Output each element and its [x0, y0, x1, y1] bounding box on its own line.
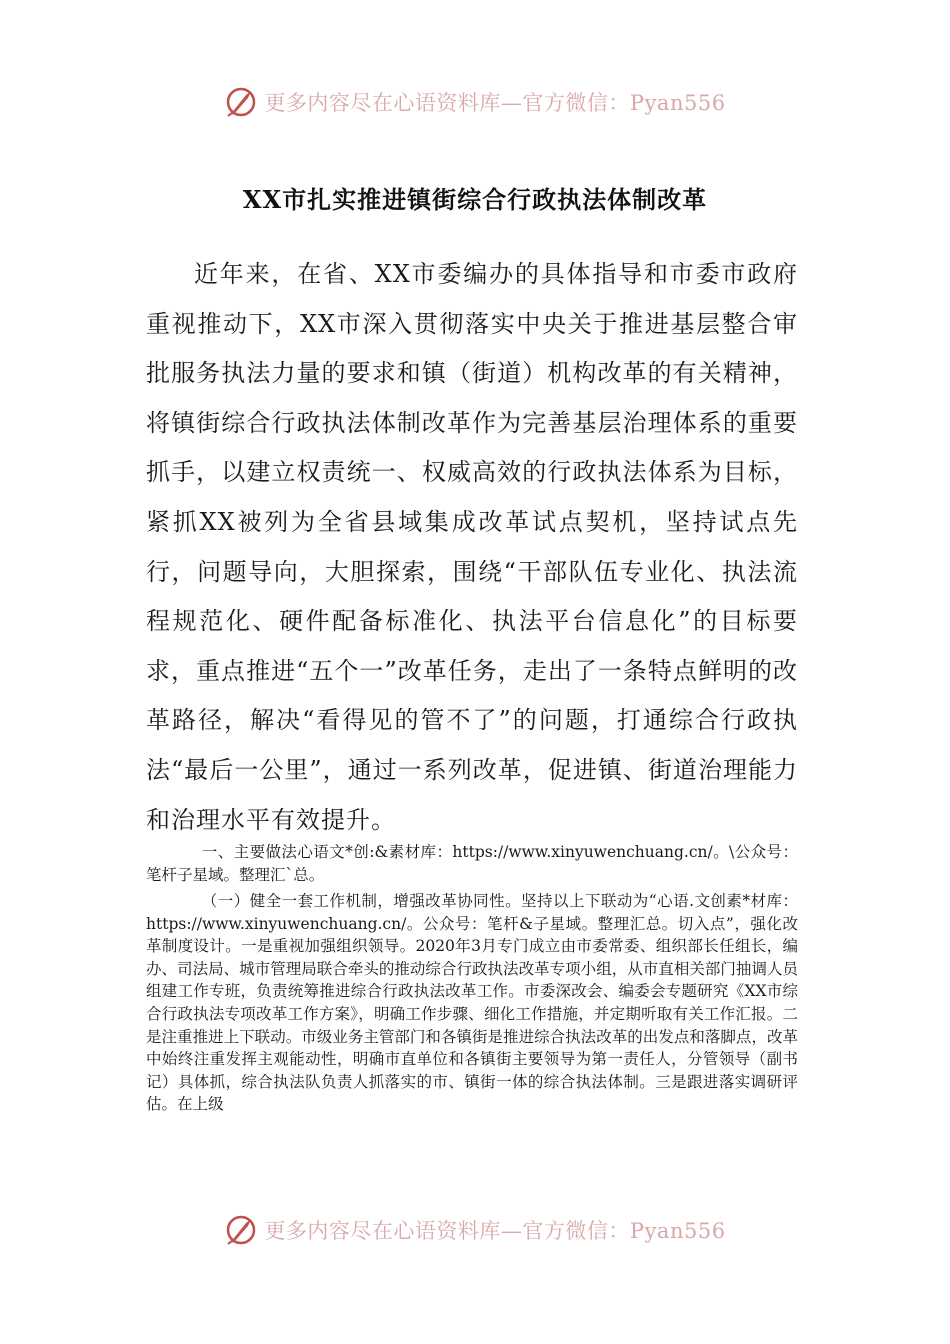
watermark-text: 更多内容尽在心语资料库—官方微信：Pyan556: [264, 1219, 726, 1243]
watermark-text: 更多内容尽在心语资料库—官方微信：Pyan556: [264, 91, 726, 115]
document-title: XX市扎实推进镇街综合行政执法体制改革: [242, 185, 708, 214]
section-paragraph: （一）健全一套工作机制，增强改革协同性。坚持以上下联动为“心语.文创素*材库：https://www.xinyuwenchuang.cn/。公众号：笔杆&子星域。整理汇总。切入点”，强化改革制度设计。一是重视加强组织领导。2020年3月专门成立由市委常委、组织部长任组长，编办、司法局、城市管理局联合牵头的推动综合行政执法改革专项小组，从市直相关部门抽调人员组建工作专班，负责统筹推进综合行政执法改革工作。市委深改会、编委会专题研究《XX市综合行政执法专项改革工作方案》，明确工作步骤、细化工作措施，并定期听取有关工作汇报。二是注重推进上下联动。市级业务主管部门和各镇街是推进综合执法改革的出发点和落脚点，改革中始终注重发挥主观能动性，明确市直单位和各镇街主要领导为第一责任人，分管领导（副书记）具体抓，综合执法队负责人抓落实的市、镇街一体的综合执法体制。三是跟进落实调研评估。在上级: [146, 892, 798, 1114]
lead-paragraph: 近年来，在省、XX市委编办的具体指导和市委市政府重视推动下，XX市深入贯彻落实中央关于推进基层整合审批服务执法力量的要求和镇（街道）机构改革的有关精神，将镇街综合行政执法体制改革作为完善基层治理体系的重要抓手，以建立权责统一、权威高效的行政执法体系为目标，紧抓XX被列为全省县域集成改革试点契机，坚持试点先行，问题导向，大胆探索，围绕“干部队伍专业化、执法流程规范化、硬件配备标准化、执法平台信息化”的目标要求，重点推进“五个一”改革任务，走出了一条特点鲜明的改革路径，解决“看得见的管不了”的问题，打通综合行政执法“最后一公里”，通过一系列改革，促进镇、街道治理能力和治理水平有效提升。: [146, 260, 798, 834]
header-watermark-banner: [0, 82, 950, 122]
quill-pen-circle-icon: [224, 1213, 258, 1247]
quill-pen-circle-icon: [224, 85, 258, 119]
section-heading: 一、主要做法心语文*创:&素材库：https://www.xinyuwenchuang.cn/。\公众号：笔杆子星域。整理汇`总。: [146, 843, 798, 884]
footer-watermark-banner: [0, 1210, 950, 1250]
